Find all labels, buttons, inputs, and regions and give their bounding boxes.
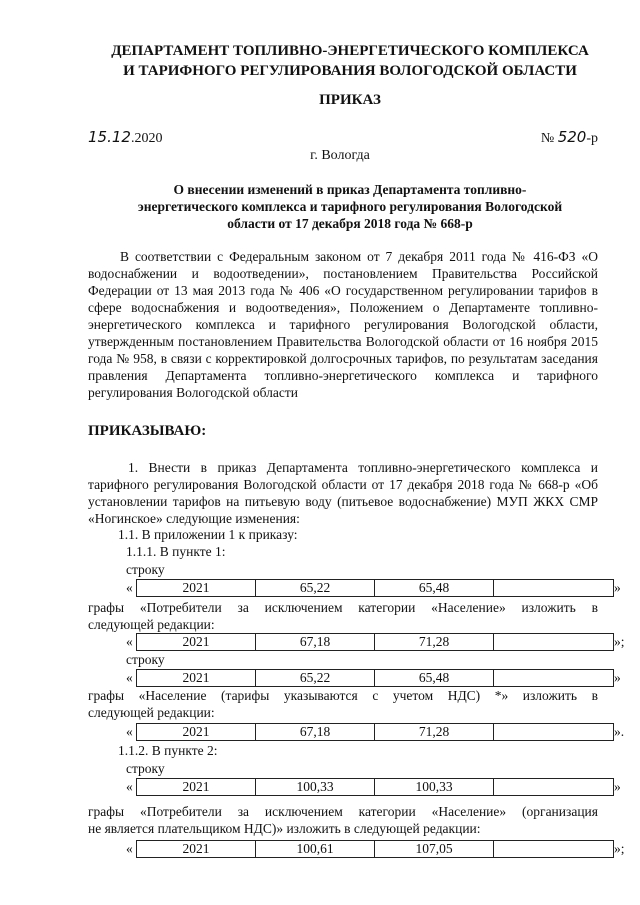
date-handwritten: 15.12 <box>88 128 131 146</box>
cell-value-1: 65,22 <box>256 670 375 686</box>
order-directive: ПРИКАЗЫВАЮ: <box>88 423 207 439</box>
columns-text-1a: графы «Потребители за исключением категории «Население» изложить в <box>88 600 598 615</box>
tariff-table <box>136 669 614 687</box>
cell-value-2: 107,05 <box>375 841 494 857</box>
close-quote: » <box>614 670 621 685</box>
department-line-1: ДЕПАРТАМЕНТ ТОПЛИВНО-ЭНЕРГЕТИЧЕСКОГО КОМПЛЕКСА <box>111 43 589 59</box>
cell-value-1: 67,18 <box>256 724 375 740</box>
columns-text-3a: графы «Потребители за исключением категории «Население» (организация <box>88 804 598 819</box>
cell-year: 2021 <box>137 670 256 686</box>
open-quote: « <box>126 841 133 856</box>
subitem-1-1-1: 1.1.1. В пункте 1: <box>126 544 226 559</box>
cell-empty <box>494 779 613 795</box>
open-quote: « <box>126 724 133 739</box>
row-label-3: строку <box>126 761 165 776</box>
department-line-2: И ТАРИФНОГО РЕГУЛИРОВАНИЯ ВОЛОГОДСКОЙ ОБЛАСТИ <box>123 63 577 79</box>
number-handwritten: 520 <box>557 128 587 146</box>
tariff-table <box>136 633 614 651</box>
cell-year: 2021 <box>137 724 256 740</box>
close-quote: » <box>614 779 621 794</box>
open-quote: « <box>126 779 133 794</box>
cell-value-1: 67,18 <box>256 634 375 650</box>
cell-value-1: 100,33 <box>256 779 375 795</box>
row-label-2: строку <box>126 652 165 667</box>
order-date <box>88 129 162 147</box>
cell-value-2: 71,28 <box>375 634 494 650</box>
close-quote: » <box>614 580 621 595</box>
row-label-1: строку <box>126 562 165 577</box>
subject-line-3: области от 17 декабря 2018 года № 668-р <box>227 216 473 231</box>
open-quote: « <box>126 580 133 595</box>
order-number <box>541 129 598 147</box>
cell-year: 2021 <box>137 634 256 650</box>
cell-empty <box>494 841 613 857</box>
columns-text-2b: следующей редакции: <box>88 705 215 720</box>
city: г. Вологда <box>310 148 370 163</box>
columns-text-2a: графы «Население (тарифы указываются с учетом НДС) *» изложить в <box>88 688 598 703</box>
cell-empty <box>494 634 613 650</box>
columns-text-3b: не является плательщиком НДС)» изложить в следующей редакции: <box>88 821 481 836</box>
preamble-text: В соответствии с Федеральным законом от 7 декабря 2011 года № 416-ФЗ «О водоснабжении и водоотведении», постановлением Правительства Российской Федерации от 13 мая 2013 года № 406 «О государственном регулировании тарифов в сфере водоснабжения и водоотведения», Положением о Департаменте топливно-энергетического комплекса и тарифного регулирования Вологодской области, утвержденным постановлением Правительства Вологодской области от 16 ноября 2015 года № 958, в связи с корректировкой долгосрочных тарифов, по результатам заседания правления Департамента топливно-энергетического комплекса и тарифного регулирования Вологодской области <box>88 249 598 400</box>
tariff-table <box>136 778 614 796</box>
open-quote: « <box>126 634 133 649</box>
date-year: .2020 <box>130 131 163 146</box>
cell-value-2: 65,48 <box>375 580 494 596</box>
subitem-1-1: 1.1. В приложении 1 к приказу: <box>118 527 298 542</box>
cell-value-2: 71,28 <box>375 724 494 740</box>
preamble-paragraph <box>88 248 598 401</box>
cell-value-1: 100,61 <box>256 841 375 857</box>
cell-year: 2021 <box>137 841 256 857</box>
number-suffix: -р <box>586 131 598 146</box>
close-quote: ». <box>614 724 625 739</box>
cell-year: 2021 <box>137 779 256 795</box>
number-prefix: № <box>540 131 558 146</box>
cell-empty <box>494 580 613 596</box>
cell-empty <box>494 670 613 686</box>
cell-empty <box>494 724 613 740</box>
open-quote: « <box>126 670 133 685</box>
subitem-1-1-2: 1.1.2. В пункте 2: <box>118 743 218 758</box>
close-quote: »; <box>614 634 625 649</box>
order-subject <box>100 181 600 232</box>
cell-value-1: 65,22 <box>256 580 375 596</box>
columns-text-1b: следующей редакции: <box>88 617 215 632</box>
close-quote: »; <box>614 841 625 856</box>
cell-value-2: 65,48 <box>375 670 494 686</box>
subject-line-1: О внесении изменений в приказ Департамента топливно- <box>173 182 527 197</box>
cell-year: 2021 <box>137 580 256 596</box>
tariff-table <box>136 579 614 597</box>
tariff-table <box>136 723 614 741</box>
item-1-text: 1. Внести в приказ Департамента топливно-энергетического комплекса и тарифного регулирования Вологодской области от 17 декабря 2018 года № 668-р «Об установлении тарифов на питьевую воду (питьевое водоснабжение) МУП ЖКХ СМР «Ногинское» следующие изменения: <box>88 460 598 526</box>
subject-line-2: энергетического комплекса и тарифного регулирования Вологодской <box>137 199 563 214</box>
department-header <box>60 41 640 81</box>
tariff-table <box>136 840 614 858</box>
item-1-paragraph <box>88 459 598 527</box>
order-title: ПРИКАЗ <box>319 92 381 108</box>
cell-value-2: 100,33 <box>375 779 494 795</box>
